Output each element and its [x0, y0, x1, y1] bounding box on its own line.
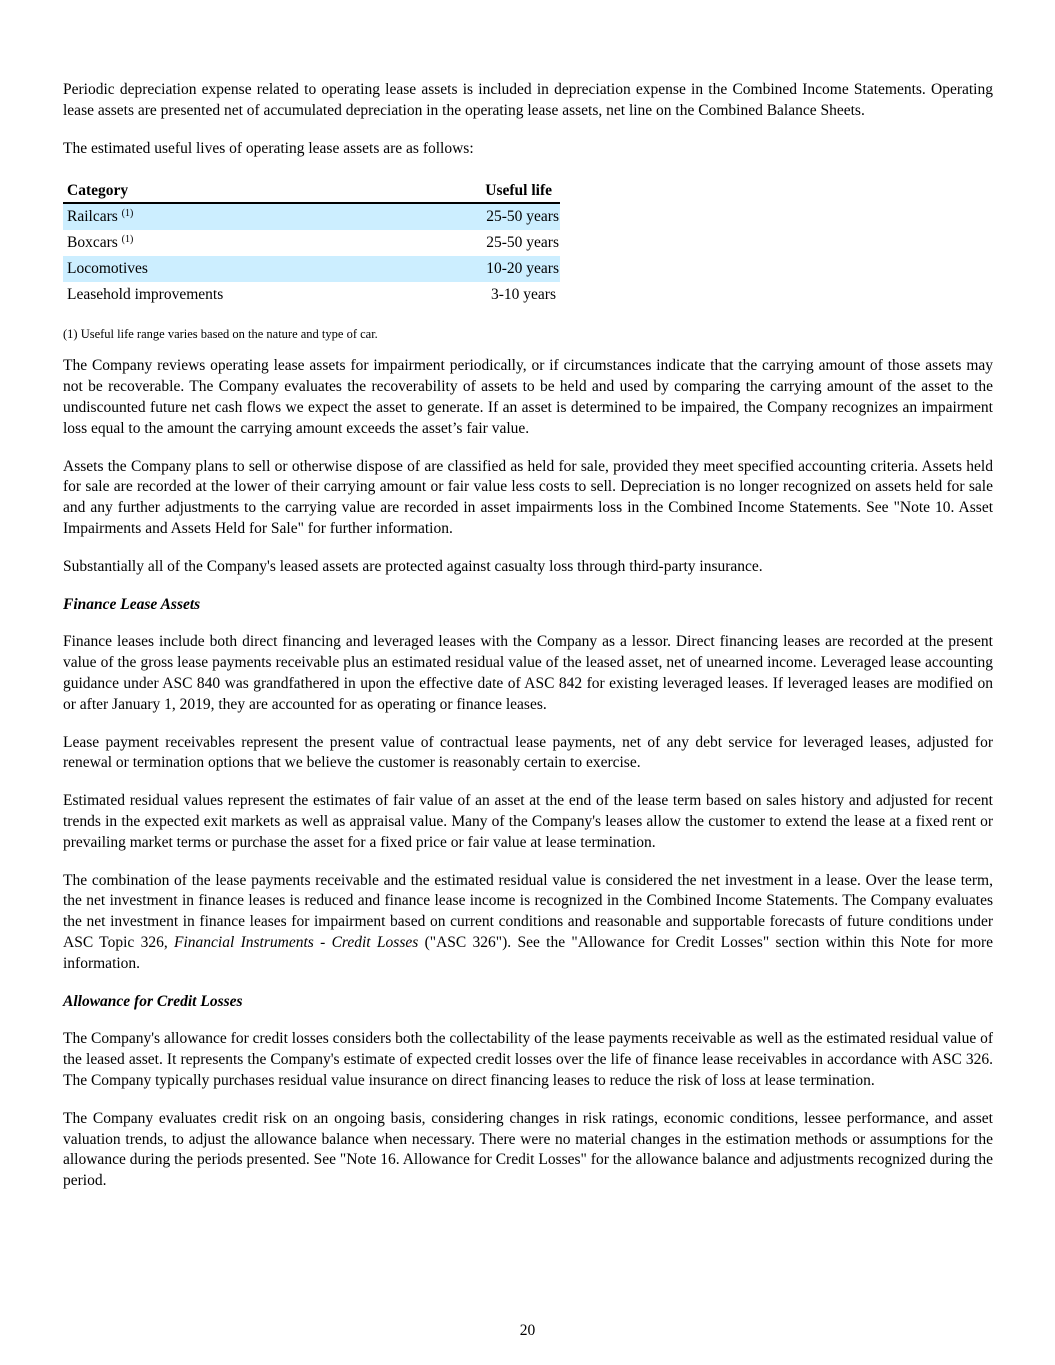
finance-lease-assets-heading: Finance Lease Assets: [63, 595, 201, 613]
table-row: [63, 256, 560, 282]
insurance-paragraph: Substantially all of the Company's leased assets are protected against casualty loss through third-party insurance.: [63, 557, 763, 575]
category-cell: Leasehold improvements: [67, 286, 224, 304]
impairment-paragraph: The Company reviews operating lease assets for impairment periodically, or if circumstances indicate that the carrying amount of those assets may not be recoverable. The Company evaluates the recoverability of assets to be held and used by comparing the carrying amount of the asset to the undiscounted future net cash flows we expect the asset to generate. If an asset is determined to be impaired, the Company recognizes an impairment loss equal to the amount the carrying amount exceeds the asset’s fair value.: [63, 357, 993, 437]
held-for-sale-paragraph: Assets the Company plans to sell or otherwise dispose of are classified as held for sale, provided they meet specified accounting criteria. Assets held for sale are recorded at the lower of their carrying amount or fair value less costs to sell. Depreciation is no longer recognized on assets held for sale and any further adjustments to the carrying value are recorded in asset impairments loss in the Combined Income Statements. See "Note 10. Asset Impairments and Assets Held for Sale" for further information.: [63, 457, 993, 537]
table-footnote: (1) Useful life range varies based on the nature and type of car.: [63, 327, 378, 342]
table-row: [63, 230, 560, 256]
category-label: Boxcars: [67, 234, 118, 252]
category-cell: [63, 203, 399, 230]
asc-326-title: Financial Instruments - Credit Losses: [174, 933, 419, 951]
finance-leases-paragraph: Finance leases include both direct financing and leveraged leases with the Company as a lessor. Direct financing leases are recorded at the present value of the gross lease payments receivable plus an estimated residual value of the leased asset, net of unearned income. Leveraged lease accounting guidance under ASC 840 was grandfathered in upon the effective date of ASC 842 for existing leveraged leases. If leveraged leases are modified on or after January 1, 2019, they are accounted for as operating or finance leases.: [63, 633, 993, 713]
depreciation-paragraph: Periodic depreciation expense related to operating lease assets is included in depreciation expense in the Combined Income Statements. Operating lease assets are presented net of accumulated depreciation in the operating lease assets, net line on the Combined Balance Sheets.: [63, 81, 993, 119]
useful-life-cell: 10-20 years: [399, 256, 560, 282]
useful-lives-table: [63, 177, 560, 308]
footnote-ref: (1): [121, 234, 134, 246]
category-header: Category: [63, 177, 399, 203]
allowance-paragraph-1: The Company's allowance for credit losses considers both the collectability of the lease payments receivable as well as the estimated residual value of the leased asset. It represents the Company's estimate of expected credit losses over the life of finance lease receivables in accordance with ASC 326. The Company typically purchases residual value insurance on direct financing leases to reduce the risk of loss at lease termination.: [63, 1030, 993, 1089]
document-page: [63, 80, 993, 1209]
useful-life-cell: 25-50 years: [399, 203, 560, 230]
lease-payment-receivables-paragraph: Lease payment receivables represent the present value of contractual lease payments, net of any debt service for leveraged leases, adjusted for renewal or termination options that we believe the customer is reasonably certain to exercise.: [63, 733, 993, 772]
useful-life-header: Useful life: [399, 177, 560, 203]
allowance-heading: Allowance for Credit Losses: [63, 992, 243, 1010]
allowance-paragraph-2: The Company evaluates credit risk on an ongoing basis, considering changes in risk ratings, economic conditions, lessee performance, and asset valuation trends, to adjust the allowance balance when necessary. There were no material changes in the estimation methods or assumptions for the allowance during the periods presented. See "Note 16. Allowance for Credit Losses" for the allowance balance and adjustments recognized during the period.: [63, 1109, 993, 1190]
table-row: [63, 282, 560, 308]
table-header-row: [63, 177, 560, 203]
net-investment-text: The combination of the lease payments receivable and the estimated residual value is considered the net investment in a lease. Over the lease term, the net investment in finance leases is reduced and finance lease income is recognized in the Combined Income Statements. The Company evaluates the net investment in finance leases for impairment based on current conditions and reasonable and supportable forecasts of future conditions under ASC Topic 326,: [63, 871, 993, 951]
footnote-ref: (1): [121, 208, 134, 220]
page-number: 20: [519, 1322, 536, 1339]
residual-values-paragraph: Estimated residual values represent the estimates of fair value of an asset at the end of the lease term based on sales history and adjusted for recent trends in the expected exit markets as well as appraisal value. Many of the Company's leases allow the customer to extend the lease at a fixed rent or prevailing market terms or purchase the asset for a fixed price or fair value at lease termination.: [63, 792, 993, 851]
net-investment-text-end: ("ASC 326"). See the "Allowance for Credit Losses" section within this Note for more information.: [63, 933, 993, 972]
useful-life-cell: 3-10 years: [491, 286, 556, 304]
useful-lives-intro: The estimated useful lives of operating lease assets are as follows:: [63, 139, 474, 157]
category-cell: [63, 230, 399, 256]
category-label: Railcars: [67, 208, 118, 226]
table-row: [63, 203, 560, 230]
category-cell: Locomotives: [63, 256, 399, 282]
useful-life-cell: 25-50 years: [486, 234, 559, 252]
net-investment-paragraph: [63, 871, 993, 975]
